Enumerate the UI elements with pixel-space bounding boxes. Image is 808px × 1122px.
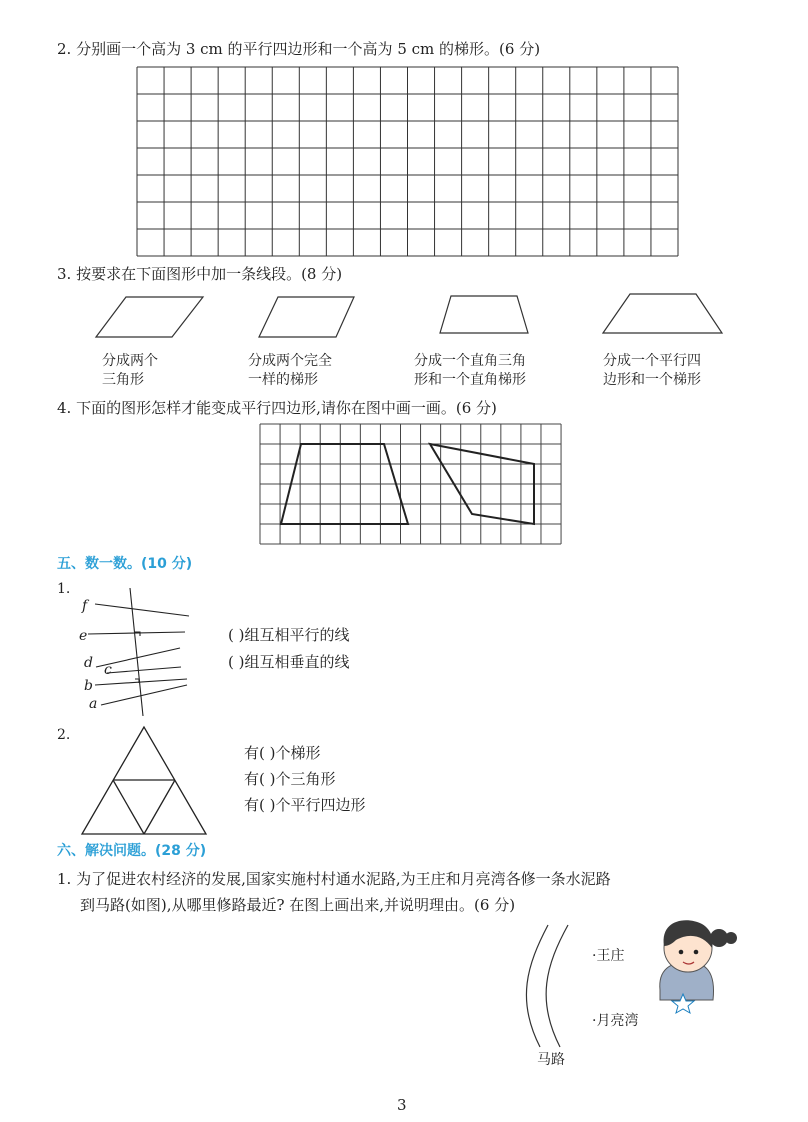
section-6-title: 六、解决问题。(28 分) [57, 843, 207, 859]
perpendicular-count-blank[interactable]: ( )组互相垂直的线 [228, 653, 350, 671]
q3-label-1: 分成两个 三角形 [102, 353, 158, 388]
q2-text: 2. 分别画一个高为 3 cm 的平行四边形和一个高为 5 cm 的梯形。(6 分) [57, 40, 541, 58]
sec5-p2-number: 2. [57, 727, 71, 743]
triangle-count-blank[interactable]: 有( )个三角形 [244, 770, 336, 788]
line-label-d: d [84, 655, 93, 671]
line-label-c: c [104, 662, 112, 678]
parallelogram-count-blank[interactable]: 有( )个平行四边形 [244, 796, 366, 814]
line-label-f: f [82, 598, 88, 614]
line-label-b: b [84, 678, 93, 694]
trapezoid-count-blank[interactable]: 有( )个梯形 [244, 744, 321, 762]
q3-label-3: 分成一个直角三角 形和一个直角梯形 [414, 353, 526, 388]
q3-text: 3. 按要求在下面图形中加一条线段。(8 分) [57, 265, 343, 283]
sec6-q1-line2: 到马路(如图),从哪里修路最近? 在图上画出来,并说明理由。(6 分) [80, 896, 516, 914]
parallel-count-blank[interactable]: ( )组互相平行的线 [228, 626, 350, 644]
line-label-e: e [79, 628, 88, 644]
sec5-p1-number: 1. [57, 581, 71, 597]
q4-text: 4. 下面的图形怎样才能变成平行四边形,请你在图中画一画。(6 分) [57, 399, 497, 417]
place-wangzhuang: ·王庄 [592, 948, 625, 964]
page-number: 3 [397, 1096, 407, 1114]
road-label: 马路 [537, 1052, 565, 1068]
q3-label-4: 分成一个平行四 边形和一个梯形 [603, 353, 701, 388]
q3-label-2: 分成两个完全 一样的梯形 [248, 353, 332, 388]
place-yueliangwan: ·月亮湾 [592, 1013, 639, 1029]
line-label-a: a [89, 696, 98, 712]
section-5-title: 五、数一数。(10 分) [57, 556, 193, 572]
sec6-q1-line1: 1. 为了促进农村经济的发展,国家实施村村通水泥路,为王庄和月亮湾各修一条水泥路 [57, 870, 611, 888]
